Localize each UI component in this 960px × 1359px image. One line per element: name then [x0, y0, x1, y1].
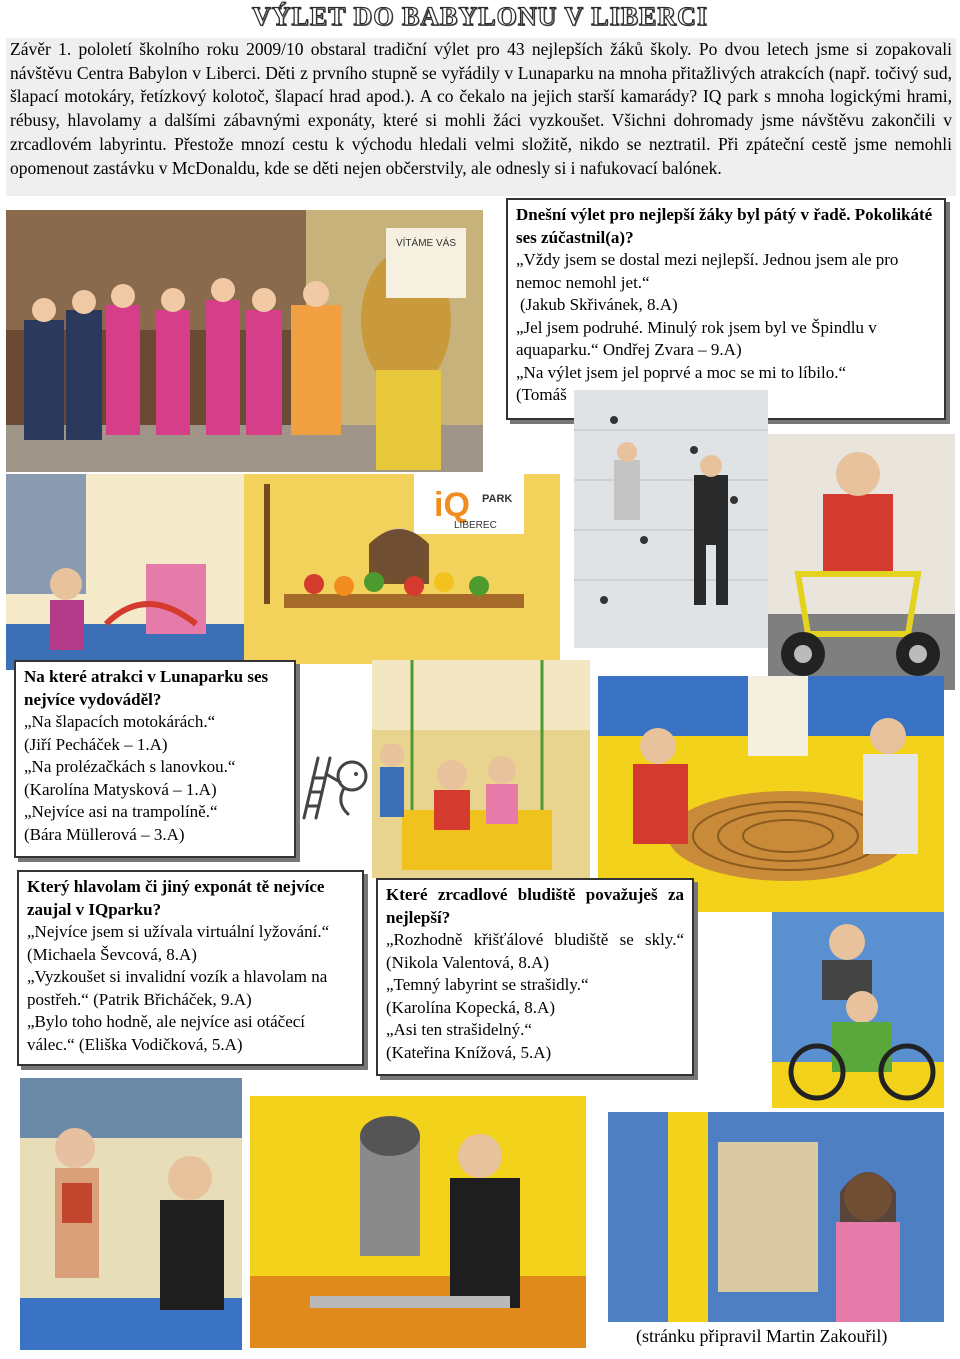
answer: „Rozhodně křišťálové bludiště se skly.“ (Nikola Valentová, 8.A)	[386, 930, 684, 972]
photo-group-children	[6, 210, 483, 472]
iq-park-label: PARK	[482, 493, 513, 505]
answer: „Bylo toho hodně, ale nejvíce asi otáčecí válec.“ (Eliška Vodičková, 5.A)	[27, 1012, 306, 1054]
photo-lunapark-ride	[6, 474, 244, 670]
page-credit: (stránku připravil Martin Zakouřil)	[636, 1326, 888, 1346]
question-box-lunapark	[14, 660, 296, 858]
question-lunapark: Na které atrakci v Lunaparku ses nejvíce vydováděl?	[24, 667, 269, 709]
question-box-iqpark	[17, 870, 364, 1066]
climber-clipart	[296, 748, 376, 828]
question-iqpark: Který hlavolam či jiný exponát tě nejvíce zaujal v IQparku?	[27, 877, 325, 919]
page-title: VÝLET DO BABYLONU V LIBERCI	[251, 2, 709, 31]
answer: „Na šlapacích motokárách.“	[24, 712, 216, 731]
answer: „Jel jsem podruhé. Minulý rok jsem byl ve Špindlu v aquaparku.“ Ondřej Zvara – 9.A)	[516, 317, 877, 359]
photo-swing-ride	[372, 660, 590, 878]
photo-labyrinth-table	[598, 676, 944, 912]
photo-girl-portrait	[608, 1112, 944, 1322]
answer: „Vždy jsem se dostal mezi nejlepší. Jednou jsem ale pro nemoc nemohl jet.“	[516, 250, 899, 292]
photo-iq-park-fruit	[244, 474, 560, 664]
photo-ski-simulator	[250, 1096, 586, 1348]
photo-anatomy-model	[20, 1078, 242, 1350]
answer: „Temný labyrint se strašidly.“	[386, 975, 589, 994]
question-box-mirror-maze	[376, 878, 694, 1076]
question-trip-count: Dnešní výlet pro nejlepší žáky byl pátý v řadě. Pokolikáté ses zúčastnil(a)?	[516, 205, 933, 247]
answer: „Na výlet jsem jel poprvé a moc se mi to líbilo.“	[516, 362, 846, 382]
intro-paragraph: Závěr 1. pololetí školního roku 2009/10 obstaral tradiční výlet pro 43 nejlepších žáků školy. Po dvou letech jsme si zopakovali návštěvu Centra Babylon v Liberci. Děti z prvního stupně se vyřádily v Lunaparku na mnoha přitažlivých atrakcích (např. točivý sud, šlapací motokáry, řetízkový kolotoč, šlapací hrad apod.). A co čekalo na jejich starší kamarády? IQ park s mnoha logickými hrami, rébusy, hlavolamy a dalšími zábavnými exponáty, které si mohli žáci vyzkoušet. Všichni dohromady jsme návštěvu zakončili v zrcadlovém labyrintu. Přestože mnozí cestu k východu hledali velmi složitě, nikdo se neztratil. Při zpáteční cestě jsme nemohli opomenout zastávku v McDonaldu, kde se děti nejen občerstvily, ale odnesly si i nafukovací balónek.	[6, 38, 956, 196]
answer: (Jakub Skřivánek, 8.A)	[520, 295, 678, 314]
answer: (Kateřina Knížová, 5.A)	[386, 1042, 552, 1062]
answer: (Karolína Matysková – 1.A)	[24, 779, 217, 799]
answer: (Tomáš	[516, 385, 567, 404]
photo-wheelchair	[772, 912, 944, 1108]
photo-climbing-wall	[574, 390, 768, 648]
answer: (Jiří Pecháček – 1.A)	[24, 734, 168, 754]
photo-pedal-kart	[768, 434, 955, 690]
answer: „Asi ten strašidelný.“	[386, 1020, 532, 1039]
answer: „Na prolézačkách s lanovkou.“	[24, 757, 236, 776]
welcome-sign: VÍTÁME VÁS	[395, 238, 457, 249]
answer: „Vyzkoušet si invalidní vozík a hlavolam na postřeh.“ (Patrik Břicháček, 9.A)	[27, 967, 328, 1009]
answer: „Nejvíce jsem si užívala virtuální lyžování.“ (Michaela Ševcová, 8.A)	[27, 922, 330, 964]
question-mirror-maze: Které zrcadlové bludiště považuješ za nejlepší?	[386, 885, 684, 927]
answer: (Karolína Kopecká, 8.A)	[386, 997, 555, 1017]
iq-logo: iQ	[434, 486, 470, 524]
answer: „Nejvíce asi na trampolíně.“	[24, 802, 218, 821]
answer: (Bára Müllerová – 3.A)	[24, 824, 185, 844]
iq-city-label: LIBEREC	[454, 520, 497, 531]
question-box-trip-count	[506, 198, 946, 420]
